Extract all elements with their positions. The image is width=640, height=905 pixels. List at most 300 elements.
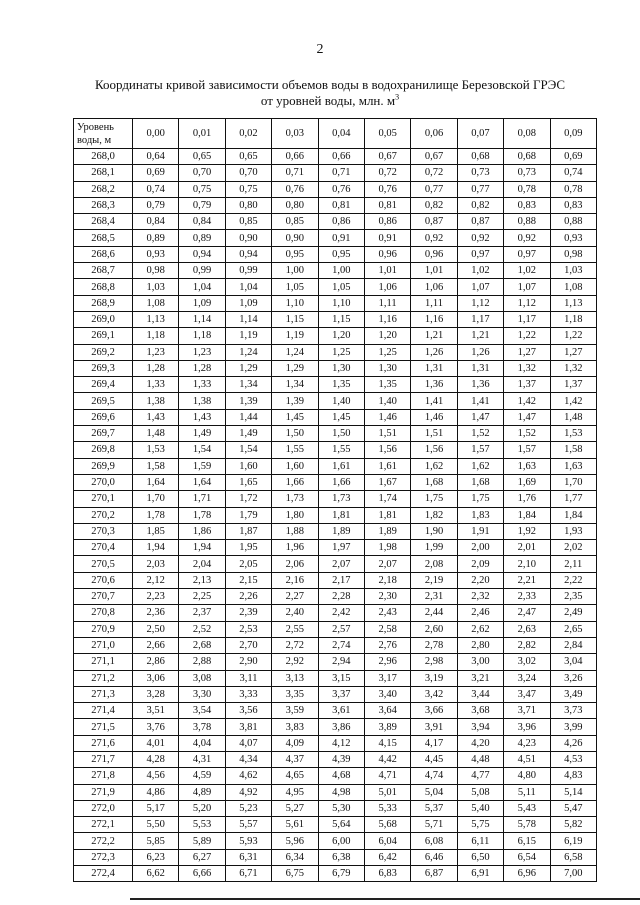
- volume-cell: 2,68: [179, 637, 225, 653]
- volume-cell: 0,91: [364, 230, 410, 246]
- table-row: [74, 833, 597, 849]
- volume-cell: 0,84: [133, 214, 179, 230]
- volume-cell: 5,75: [457, 817, 503, 833]
- volume-cell: 0,69: [133, 165, 179, 181]
- volume-cell: 6,75: [272, 866, 318, 882]
- water-level-cell: 268,0: [74, 149, 133, 165]
- page-number: 2: [316, 42, 324, 57]
- table-row: [74, 344, 597, 360]
- column-header: 0,09: [550, 119, 596, 149]
- table-row: [74, 621, 597, 637]
- volume-cell: 1,17: [504, 311, 550, 327]
- volume-cell: 1,62: [457, 458, 503, 474]
- volume-cell: 2,96: [364, 654, 410, 670]
- volume-cell: 1,20: [318, 328, 364, 344]
- volume-cell: 0,76: [318, 181, 364, 197]
- volume-cell: 2,90: [225, 654, 271, 670]
- volume-cell: 5,89: [179, 833, 225, 849]
- volume-cell: 2,80: [457, 637, 503, 653]
- volume-cell: 2,82: [504, 637, 550, 653]
- column-header: 0,08: [504, 119, 550, 149]
- volume-cell: 2,42: [318, 605, 364, 621]
- volume-cell: 0,89: [133, 230, 179, 246]
- volume-cell: 0,72: [411, 165, 457, 181]
- volume-cell: 4,26: [550, 735, 596, 751]
- volume-cell: 1,76: [504, 491, 550, 507]
- volume-cell: 6,31: [225, 849, 271, 865]
- table-row: [74, 670, 597, 686]
- title-unit-superscript: 3: [395, 92, 400, 102]
- volume-cell: 1,41: [411, 393, 457, 409]
- title-line-2-text: от уровней воды, млн. м: [260, 93, 396, 108]
- water-level-cell: 271,6: [74, 735, 133, 751]
- volume-cell: 0,82: [457, 197, 503, 213]
- table-row: [74, 800, 597, 816]
- table-row: [74, 540, 597, 556]
- volume-cell: 5,11: [504, 784, 550, 800]
- volume-cell: 0,83: [550, 197, 596, 213]
- volume-cell: 2,09: [457, 556, 503, 572]
- volume-cell: 1,26: [411, 344, 457, 360]
- volume-cell: 4,56: [133, 768, 179, 784]
- volume-cell: 5,33: [364, 800, 410, 816]
- volume-cell: 1,65: [225, 474, 271, 490]
- volume-cell: 4,71: [364, 768, 410, 784]
- water-level-cell: 268,6: [74, 246, 133, 262]
- volume-cell: 3,51: [133, 703, 179, 719]
- volume-cell: 1,15: [318, 311, 364, 327]
- volume-cell: 1,13: [550, 295, 596, 311]
- volume-cell: 1,05: [272, 279, 318, 295]
- volume-cell: 1,38: [133, 393, 179, 409]
- volume-cell: 2,36: [133, 605, 179, 621]
- water-level-cell: 272,3: [74, 849, 133, 865]
- volume-cell: 2,78: [411, 637, 457, 653]
- volume-cell: 6,34: [272, 849, 318, 865]
- volume-cell: 0,94: [225, 246, 271, 262]
- table-row: [74, 784, 597, 800]
- water-level-cell: 268,1: [74, 165, 133, 181]
- volume-cell: 1,06: [364, 279, 410, 295]
- volume-cell: 2,72: [272, 637, 318, 653]
- volume-cell: 4,31: [179, 751, 225, 767]
- table-row: [74, 409, 597, 425]
- volume-cell: 6,96: [504, 866, 550, 882]
- water-level-cell: 272,1: [74, 817, 133, 833]
- water-level-cell: 269,5: [74, 393, 133, 409]
- volume-cell: 0,95: [272, 246, 318, 262]
- volume-cell: 5,47: [550, 800, 596, 816]
- volume-cell: 1,16: [364, 311, 410, 327]
- volume-cell: 6,50: [457, 849, 503, 865]
- volume-cell: 2,32: [457, 589, 503, 605]
- volume-cell: 1,80: [272, 507, 318, 523]
- volume-cell: 3,49: [550, 686, 596, 702]
- volume-cell: 1,86: [179, 523, 225, 539]
- volume-cell: 3,47: [504, 686, 550, 702]
- volume-cell: 3,19: [411, 670, 457, 686]
- volume-cell: 2,70: [225, 637, 271, 653]
- volume-cell: 0,66: [272, 149, 318, 165]
- volume-cell: 4,34: [225, 751, 271, 767]
- volume-cell: 6,04: [364, 833, 410, 849]
- volume-cell: 0,85: [225, 214, 271, 230]
- water-level-cell: 268,4: [74, 214, 133, 230]
- volume-cell: 0,81: [318, 197, 364, 213]
- volume-cell: 5,27: [272, 800, 318, 816]
- table-row: [74, 311, 597, 327]
- volume-cell: 1,01: [411, 263, 457, 279]
- water-level-cell: 271,7: [74, 751, 133, 767]
- volume-cell: 1,39: [225, 393, 271, 409]
- volume-cell: 3,91: [411, 719, 457, 735]
- volume-cell: 1,89: [364, 523, 410, 539]
- volume-cell: 0,83: [504, 197, 550, 213]
- volume-cell: 1,27: [550, 344, 596, 360]
- volume-cell: 0,66: [318, 149, 364, 165]
- column-header: 0,06: [411, 119, 457, 149]
- volume-cell: 1,31: [457, 360, 503, 376]
- volume-cell: 4,95: [272, 784, 318, 800]
- volume-cell: 2,17: [318, 572, 364, 588]
- volume-cell: 4,74: [411, 768, 457, 784]
- volume-cell: 2,88: [179, 654, 225, 670]
- volume-cell: 1,46: [411, 409, 457, 425]
- volume-cell: 2,05: [225, 556, 271, 572]
- volume-cell: 1,23: [133, 344, 179, 360]
- volume-cell: 5,93: [225, 833, 271, 849]
- volume-cell: 1,51: [364, 426, 410, 442]
- volume-cell: 0,94: [179, 246, 225, 262]
- table-row: [74, 328, 597, 344]
- volume-cell: 1,19: [272, 328, 318, 344]
- water-level-cell: 269,1: [74, 328, 133, 344]
- volume-cell: 5,01: [364, 784, 410, 800]
- water-level-cell: 269,8: [74, 442, 133, 458]
- volume-cell: 0,90: [272, 230, 318, 246]
- water-level-cell: 269,6: [74, 409, 133, 425]
- volume-cell: 1,85: [133, 523, 179, 539]
- volume-cell: 1,54: [225, 442, 271, 458]
- column-header: 0,00: [133, 119, 179, 149]
- table-row: [74, 491, 597, 507]
- volume-cell: 0,98: [550, 246, 596, 262]
- water-level-cell: 272,0: [74, 800, 133, 816]
- volume-cell: 2,20: [457, 572, 503, 588]
- volume-cell: 1,87: [225, 523, 271, 539]
- volume-cell: 3,76: [133, 719, 179, 735]
- volume-cell: 5,64: [318, 817, 364, 833]
- volume-cell: 0,71: [272, 165, 318, 181]
- table-row: [74, 295, 597, 311]
- volume-cell: 0,73: [457, 165, 503, 181]
- volume-cell: 1,43: [133, 409, 179, 425]
- volume-cell: 5,53: [179, 817, 225, 833]
- volume-cell: 1,42: [504, 393, 550, 409]
- volume-cell: 7,00: [550, 866, 596, 882]
- volume-cell: 2,65: [550, 621, 596, 637]
- volume-cell: 1,67: [364, 474, 410, 490]
- corner-header: Уровень воды, м: [74, 119, 133, 149]
- volume-cell: 4,15: [364, 735, 410, 751]
- volume-cell: 0,98: [133, 263, 179, 279]
- volume-cell: 1,58: [550, 442, 596, 458]
- table-row: [74, 849, 597, 865]
- volume-cell: 3,86: [318, 719, 364, 735]
- volume-cell: 4,17: [411, 735, 457, 751]
- volume-cell: 2,00: [457, 540, 503, 556]
- volume-cell: 1,01: [364, 263, 410, 279]
- volume-cell: 1,60: [272, 458, 318, 474]
- volume-cell: 3,68: [457, 703, 503, 719]
- volume-cell: 2,26: [225, 589, 271, 605]
- volume-cell: 0,96: [364, 246, 410, 262]
- volume-cell: 3,24: [504, 670, 550, 686]
- volume-cell: 3,66: [411, 703, 457, 719]
- volume-cell: 1,89: [318, 523, 364, 539]
- volume-cell: 1,56: [364, 442, 410, 458]
- volume-cell: 1,42: [550, 393, 596, 409]
- volume-cell: 5,50: [133, 817, 179, 833]
- water-level-cell: 269,4: [74, 377, 133, 393]
- volume-cell: 0,88: [550, 214, 596, 230]
- volume-cell: 1,57: [504, 442, 550, 458]
- volume-cell: 0,91: [318, 230, 364, 246]
- title-line-1: Координаты кривой зависимости объемов воды в водохранилище Березовской ГРЭС: [94, 77, 566, 92]
- volume-cell: 1,48: [133, 426, 179, 442]
- volume-cell: 3,28: [133, 686, 179, 702]
- volume-cell: 1,88: [272, 523, 318, 539]
- volume-cell: 1,03: [550, 263, 596, 279]
- table-row: [74, 458, 597, 474]
- volume-cell: 1,70: [133, 491, 179, 507]
- volume-cell: 3,04: [550, 654, 596, 670]
- volume-cell: 1,55: [318, 442, 364, 458]
- volume-cell: 4,65: [272, 768, 318, 784]
- volume-cell: 5,68: [364, 817, 410, 833]
- volume-cell: 4,23: [504, 735, 550, 751]
- volume-cell: 1,98: [364, 540, 410, 556]
- volume-cell: 0,67: [364, 149, 410, 165]
- water-level-cell: 270,8: [74, 605, 133, 621]
- volume-cell: 1,52: [504, 426, 550, 442]
- volume-cell: 1,90: [411, 523, 457, 539]
- volume-cell: 1,84: [504, 507, 550, 523]
- volume-cell: 2,84: [550, 637, 596, 653]
- volume-cell: 1,28: [133, 360, 179, 376]
- table-row: [74, 377, 597, 393]
- volume-cell: 2,13: [179, 572, 225, 588]
- volume-cell: 3,99: [550, 719, 596, 735]
- volume-cell: 0,65: [225, 149, 271, 165]
- volume-cell: 3,59: [272, 703, 318, 719]
- volume-cell: 1,22: [504, 328, 550, 344]
- water-level-cell: 269,3: [74, 360, 133, 376]
- volume-cell: 2,74: [318, 637, 364, 653]
- table-row: [74, 263, 597, 279]
- table-row: [74, 572, 597, 588]
- volume-cell: 5,37: [411, 800, 457, 816]
- table-row: [74, 589, 597, 605]
- volume-cell: 1,11: [364, 295, 410, 311]
- volume-cell: 3,81: [225, 719, 271, 735]
- volume-cell: 1,99: [411, 540, 457, 556]
- volume-cell: 3,89: [364, 719, 410, 735]
- volume-cell: 1,77: [550, 491, 596, 507]
- volume-cell: 5,85: [133, 833, 179, 849]
- volume-cell: 1,61: [318, 458, 364, 474]
- volume-cell: 3,17: [364, 670, 410, 686]
- volume-cell: 4,37: [272, 751, 318, 767]
- volume-cell: 1,21: [457, 328, 503, 344]
- volume-cell: 6,11: [457, 833, 503, 849]
- volume-cell: 0,65: [179, 149, 225, 165]
- volume-cell: 4,45: [411, 751, 457, 767]
- volume-cell: 0,67: [411, 149, 457, 165]
- table-row: [74, 426, 597, 442]
- volume-cell: 3,08: [179, 670, 225, 686]
- volume-cell: 4,07: [225, 735, 271, 751]
- volume-cell: 0,74: [550, 165, 596, 181]
- volume-cell: 4,04: [179, 735, 225, 751]
- volume-cell: 5,17: [133, 800, 179, 816]
- volume-cell: 1,50: [318, 426, 364, 442]
- volume-cell: 1,45: [272, 409, 318, 425]
- volume-cell: 0,97: [504, 246, 550, 262]
- volume-cell: 0,69: [550, 149, 596, 165]
- volume-cell: 3,30: [179, 686, 225, 702]
- volume-cell: 2,15: [225, 572, 271, 588]
- volume-cell: 2,57: [318, 621, 364, 637]
- water-level-cell: 271,3: [74, 686, 133, 702]
- volume-cell: 1,10: [272, 295, 318, 311]
- volume-cell: 1,29: [225, 360, 271, 376]
- water-level-cell: 270,6: [74, 572, 133, 588]
- volume-cell: 2,35: [550, 589, 596, 605]
- volume-cell: 0,82: [411, 197, 457, 213]
- column-header: 0,05: [364, 119, 410, 149]
- water-level-cell: 270,3: [74, 523, 133, 539]
- volume-cell: 1,75: [411, 491, 457, 507]
- volume-cell: 2,01: [504, 540, 550, 556]
- volume-cell: 0,93: [133, 246, 179, 262]
- volume-cell: 6,66: [179, 866, 225, 882]
- volume-cell: 1,64: [179, 474, 225, 490]
- volume-cell: 2,02: [550, 540, 596, 556]
- volume-cell: 0,96: [411, 246, 457, 262]
- volume-cell: 2,19: [411, 572, 457, 588]
- volume-cell: 1,63: [504, 458, 550, 474]
- volume-cell: 2,27: [272, 589, 318, 605]
- volume-cell: 1,73: [318, 491, 364, 507]
- volume-cell: 1,03: [133, 279, 179, 295]
- table-row: [74, 474, 597, 490]
- volume-cell: 4,09: [272, 735, 318, 751]
- volume-cell: 1,38: [179, 393, 225, 409]
- water-level-cell: 269,0: [74, 311, 133, 327]
- volume-cell: 3,71: [504, 703, 550, 719]
- volume-cell: 1,61: [364, 458, 410, 474]
- table-row: [74, 507, 597, 523]
- table-row: [74, 149, 597, 165]
- volume-cell: 3,37: [318, 686, 364, 702]
- volume-cell: 1,73: [272, 491, 318, 507]
- volume-cell: 3,26: [550, 670, 596, 686]
- volume-cell: 0,86: [318, 214, 364, 230]
- volume-cell: 1,25: [318, 344, 364, 360]
- volume-cell: 2,25: [179, 589, 225, 605]
- volume-cell: 1,55: [272, 442, 318, 458]
- volume-cell: 1,18: [550, 311, 596, 327]
- volume-cell: 0,79: [179, 197, 225, 213]
- volume-cell: 1,59: [179, 458, 225, 474]
- volume-cell: 3,11: [225, 670, 271, 686]
- volume-cell: 0,75: [179, 181, 225, 197]
- volume-cell: 5,78: [504, 817, 550, 833]
- volume-cell: 1,94: [133, 540, 179, 556]
- volume-cell: 1,68: [457, 474, 503, 490]
- volume-cell: 2,66: [133, 637, 179, 653]
- volume-cell: 2,47: [504, 605, 550, 621]
- volume-cell: 1,63: [550, 458, 596, 474]
- table-row: [74, 768, 597, 784]
- volume-cell: 1,66: [272, 474, 318, 490]
- volume-cell: 1,92: [504, 523, 550, 539]
- water-level-cell: 268,7: [74, 263, 133, 279]
- water-level-cell: 271,1: [74, 654, 133, 670]
- volume-cell: 6,15: [504, 833, 550, 849]
- table-row: [74, 360, 597, 376]
- column-header: 0,04: [318, 119, 364, 149]
- volume-cell: 1,58: [133, 458, 179, 474]
- volume-cell: 4,28: [133, 751, 179, 767]
- volume-cell: 1,17: [457, 311, 503, 327]
- volume-table: [73, 118, 597, 882]
- volume-cell: 2,40: [272, 605, 318, 621]
- volume-cell: 4,42: [364, 751, 410, 767]
- volume-cell: 4,20: [457, 735, 503, 751]
- volume-cell: 1,35: [364, 377, 410, 393]
- volume-cell: 4,39: [318, 751, 364, 767]
- volume-cell: 2,30: [364, 589, 410, 605]
- volume-cell: 6,19: [550, 833, 596, 849]
- volume-cell: 3,83: [272, 719, 318, 735]
- volume-cell: 3,96: [504, 719, 550, 735]
- water-level-cell: 270,0: [74, 474, 133, 490]
- water-level-cell: 268,5: [74, 230, 133, 246]
- water-level-cell: 269,2: [74, 344, 133, 360]
- volume-cell: 2,04: [179, 556, 225, 572]
- volume-cell: 2,98: [411, 654, 457, 670]
- table-row: [74, 654, 597, 670]
- volume-cell: 6,23: [133, 849, 179, 865]
- volume-cell: 4,92: [225, 784, 271, 800]
- volume-cell: 1,95: [225, 540, 271, 556]
- water-level-cell: 271,8: [74, 768, 133, 784]
- volume-cell: 2,33: [504, 589, 550, 605]
- volume-cell: 6,58: [550, 849, 596, 865]
- table-row: [74, 866, 597, 882]
- volume-cell: 1,07: [457, 279, 503, 295]
- volume-cell: 2,23: [133, 589, 179, 605]
- volume-cell: 2,86: [133, 654, 179, 670]
- column-header: 0,02: [225, 119, 271, 149]
- table-row: [74, 165, 597, 181]
- volume-cell: 0,76: [272, 181, 318, 197]
- volume-cell: 3,42: [411, 686, 457, 702]
- volume-cell: 5,04: [411, 784, 457, 800]
- column-header: 0,07: [457, 119, 503, 149]
